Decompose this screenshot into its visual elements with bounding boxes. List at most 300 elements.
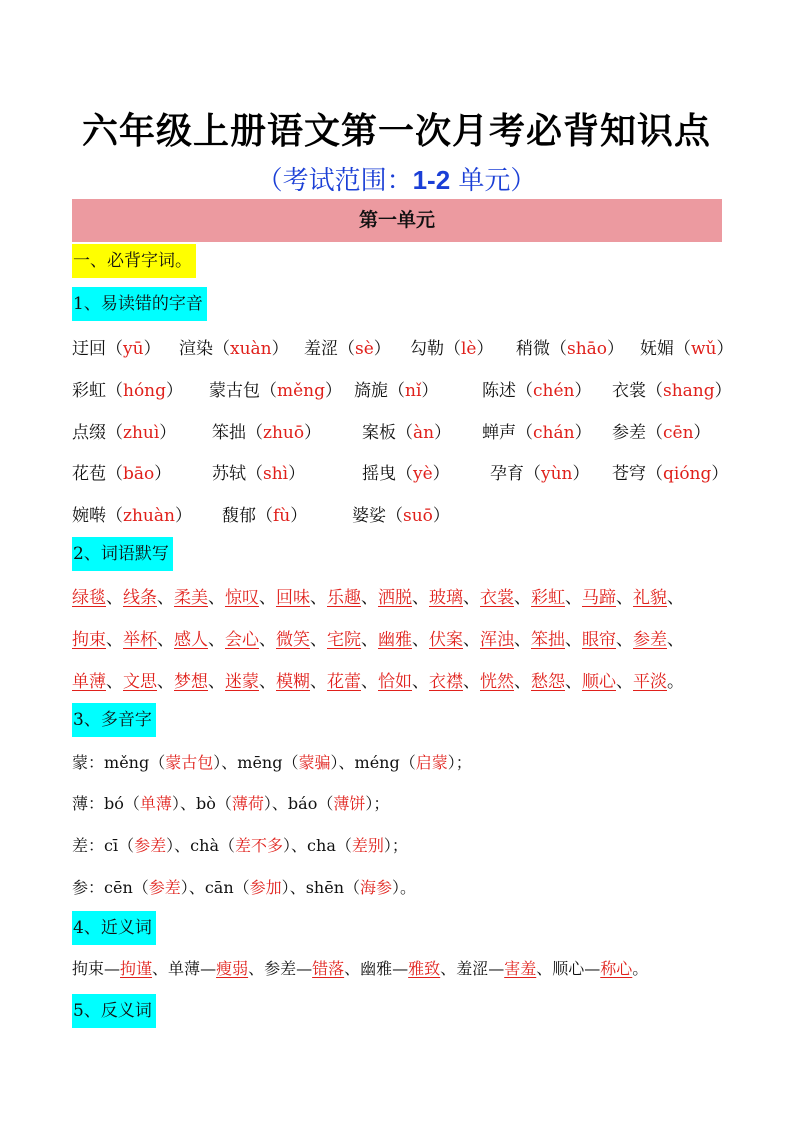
dash: — <box>584 959 601 978</box>
pinyin: bāo <box>123 464 155 484</box>
pronunciation-item <box>212 418 321 443</box>
word: 参差 <box>612 423 646 443</box>
word: 勾勒 <box>410 339 444 359</box>
word: 渲染 <box>179 339 213 359</box>
paren: （ <box>118 836 135 855</box>
separator: 、 <box>344 959 361 978</box>
dictation-word: 衣襟 <box>429 672 463 692</box>
separator: 、 <box>259 672 276 692</box>
pinyin: bò <box>195 794 216 813</box>
separator: 、 <box>463 630 480 650</box>
separator: 、 <box>208 672 225 692</box>
pinyin: sè <box>355 339 374 359</box>
synonym-answer: 瘦弱 <box>216 959 249 978</box>
paren: ） <box>180 878 189 897</box>
pinyin: měng <box>277 381 326 401</box>
paren: （ <box>123 794 140 813</box>
paren: （ <box>396 423 413 443</box>
paren: ） <box>714 381 732 401</box>
pronunciation-item <box>352 501 450 526</box>
pronunciation-item <box>640 334 734 359</box>
separator: 、 <box>310 672 327 692</box>
pinyin: cān <box>204 878 234 897</box>
synonym-word: 拘束 <box>72 959 105 978</box>
paren: （ <box>444 339 461 359</box>
paren: ） <box>373 339 391 359</box>
separator: 、 <box>157 630 174 650</box>
paren: ） <box>171 794 180 813</box>
synonym-word: 参差 <box>264 959 297 978</box>
paren: （ <box>282 753 299 772</box>
word: 彩虹 <box>72 381 106 401</box>
pinyin: zhuì <box>123 423 160 443</box>
dictation-word: 衣裳 <box>480 588 514 608</box>
dictation-row <box>72 667 732 692</box>
polyphone-line <box>72 875 416 898</box>
dictation-word: 回味 <box>276 588 310 608</box>
paren: （ <box>256 506 273 526</box>
dictation-word: 单薄 <box>72 672 106 692</box>
dictation-word: 彩虹 <box>531 588 565 608</box>
pinyin: shang <box>663 381 715 401</box>
paren: ） <box>432 506 450 526</box>
pinyin: chán <box>533 423 575 443</box>
pronunciation-row <box>72 334 732 364</box>
separator: 、 <box>514 672 531 692</box>
separator: 、 <box>412 588 429 608</box>
polyphone-line <box>72 833 408 856</box>
paren: ） <box>330 753 339 772</box>
dictation-word: 浑浊 <box>480 630 514 650</box>
word: 衣裳 <box>612 381 646 401</box>
dictation-word: 柔美 <box>174 588 208 608</box>
dictation-word: 玻璃 <box>429 588 463 608</box>
section-synonym-heading: 4、近义词 <box>72 911 156 945</box>
pinyin: shāo <box>567 339 608 359</box>
subtitle-open: （考试范围： <box>256 166 413 196</box>
paren: （ <box>106 423 123 443</box>
separator: 、 <box>157 588 174 608</box>
example-word: 启蒙 <box>415 753 448 772</box>
separator: 、 <box>536 959 553 978</box>
pinyin: cha <box>307 836 336 855</box>
separator: 、 <box>106 588 123 608</box>
end-mark: ； <box>373 794 390 813</box>
paren: （ <box>106 506 123 526</box>
dictation-word: 迷蒙 <box>225 672 259 692</box>
dash: — <box>488 959 505 978</box>
dictation-word: 礼貌 <box>633 588 667 608</box>
paren: ） <box>383 836 392 855</box>
end-mark: 。 <box>400 878 417 897</box>
synonym-answer: 拘谨 <box>120 959 153 978</box>
example-word: 差不多 <box>235 836 284 855</box>
paren: （ <box>550 339 567 359</box>
separator: 、 <box>361 630 378 650</box>
separator: 、 <box>616 630 633 650</box>
paren: （ <box>218 836 235 855</box>
dash: — <box>200 959 217 978</box>
word: 孕育 <box>490 464 524 484</box>
word: 妩媚 <box>640 339 674 359</box>
word: 陈述 <box>482 381 516 401</box>
polyphone-char: 差 <box>72 836 89 855</box>
paren: ） <box>159 423 177 443</box>
pinyin: chén <box>533 381 575 401</box>
pinyin: yū <box>123 339 144 359</box>
dash: — <box>104 959 121 978</box>
paren: ） <box>281 878 290 897</box>
pinyin: yè <box>413 464 433 484</box>
paren: ） <box>476 339 494 359</box>
paren: （ <box>674 339 691 359</box>
end-mark: ； <box>455 753 472 772</box>
paren: ） <box>572 464 590 484</box>
dictation-word: 洒脱 <box>378 588 412 608</box>
pinyin: chà <box>190 836 219 855</box>
paren: ） <box>154 464 172 484</box>
separator: 、 <box>361 672 378 692</box>
paren: （ <box>646 423 663 443</box>
word: 馥郁 <box>222 506 256 526</box>
pronunciation-row <box>72 376 732 406</box>
synonym-answer: 称心 <box>600 959 633 978</box>
word: 婉啭 <box>72 506 106 526</box>
pronunciation-item <box>209 376 342 401</box>
dictation-word: 恰如 <box>378 672 412 692</box>
paren: （ <box>246 423 263 443</box>
page-subtitle <box>0 160 793 197</box>
separator: 、 <box>188 878 205 897</box>
paren: ） <box>716 339 734 359</box>
end-mark: ； <box>391 836 408 855</box>
dictation-word: 顺心 <box>582 672 616 692</box>
word: 案板 <box>362 423 396 443</box>
paren: ） <box>304 423 322 443</box>
pinyin: shì <box>263 464 289 484</box>
separator: 、 <box>565 672 582 692</box>
separator: 、 <box>463 588 480 608</box>
synonym-answer: 害羞 <box>504 959 537 978</box>
paren: ） <box>166 381 184 401</box>
pinyin: fù <box>273 506 291 526</box>
example-word: 蒙骗 <box>298 753 331 772</box>
separator: 、 <box>361 588 378 608</box>
dictation-word: 恍然 <box>480 672 514 692</box>
pinyin: cī <box>104 836 119 855</box>
separator: 。 <box>632 959 649 978</box>
separator: 、 <box>667 588 684 608</box>
paren: （ <box>215 794 232 813</box>
pronunciation-item <box>72 418 176 443</box>
paren: （ <box>646 381 663 401</box>
paren: （ <box>388 381 405 401</box>
separator: 、 <box>310 588 327 608</box>
separator: 、 <box>208 630 225 650</box>
paren: ） <box>263 794 272 813</box>
paren: ） <box>392 878 401 897</box>
separator: 、 <box>338 753 355 772</box>
separator: 、 <box>310 630 327 650</box>
separator: 、 <box>667 630 684 650</box>
word: 笨拙 <box>212 423 246 443</box>
pronunciation-item <box>490 459 590 484</box>
dash: — <box>296 959 313 978</box>
word: 婆娑 <box>352 506 386 526</box>
pinyin: zhuàn <box>123 506 175 526</box>
subtitle-range: 1-2 <box>412 165 451 195</box>
dictation-word: 平淡 <box>633 672 667 692</box>
colon: ： <box>88 794 105 813</box>
example-word: 差别 <box>351 836 384 855</box>
section-antonym-heading: 5、反义词 <box>72 994 156 1028</box>
example-word: 蒙古包 <box>165 753 214 772</box>
paren: ） <box>574 381 592 401</box>
paren: （ <box>386 506 403 526</box>
paren: ） <box>283 836 292 855</box>
word: 旖旎 <box>354 381 388 401</box>
word: 花苞 <box>72 464 106 484</box>
example-word: 单薄 <box>139 794 172 813</box>
paren: ） <box>143 339 161 359</box>
separator: 、 <box>440 959 457 978</box>
paren: （ <box>344 878 361 897</box>
paren: ） <box>166 836 175 855</box>
dictation-word: 感人 <box>174 630 208 650</box>
pronunciation-item <box>612 459 728 484</box>
paren: （ <box>646 464 663 484</box>
paren: ） <box>325 381 343 401</box>
word: 摇曳 <box>362 464 396 484</box>
dictation-row <box>72 625 732 650</box>
dictation-word: 会心 <box>225 630 259 650</box>
dictation-word: 眼帘 <box>582 630 616 650</box>
example-word: 参加 <box>249 878 282 897</box>
paren: ） <box>447 753 456 772</box>
paren: （ <box>246 464 263 484</box>
pronunciation-item <box>354 376 438 401</box>
paren: （ <box>335 836 352 855</box>
example-word: 参差 <box>148 878 181 897</box>
section-main-heading: 一、必背字词。 <box>72 244 196 278</box>
dictation-word: 绿毯 <box>72 588 106 608</box>
subtitle-unit: 单元） <box>450 166 537 196</box>
paren: （ <box>396 464 413 484</box>
pinyin: nǐ <box>405 381 422 401</box>
dictation-word: 文思 <box>123 672 157 692</box>
paren: ） <box>174 506 192 526</box>
dictation-word: 微笑 <box>276 630 310 650</box>
example-word: 参差 <box>134 836 167 855</box>
separator: 、 <box>616 588 633 608</box>
paren: （ <box>233 878 250 897</box>
synonym-word: 顺心 <box>552 959 585 978</box>
paren: （ <box>106 464 123 484</box>
synonym-word: 幽雅 <box>360 959 393 978</box>
separator: 、 <box>412 672 429 692</box>
paren: （ <box>516 423 533 443</box>
pinyin: zhuō <box>263 423 305 443</box>
pronunciation-item <box>516 334 624 359</box>
pronunciation-item <box>612 376 732 401</box>
colon: ： <box>88 878 105 897</box>
pinyin: hóng <box>123 381 167 401</box>
paren: （ <box>399 753 416 772</box>
word: 羞涩 <box>304 339 338 359</box>
pinyin: qióng <box>663 464 712 484</box>
dictation-word: 花蕾 <box>327 672 361 692</box>
dictation-word: 马蹄 <box>582 588 616 608</box>
dash: — <box>392 959 409 978</box>
separator: 、 <box>259 630 276 650</box>
paren: （ <box>516 381 533 401</box>
synonym-line <box>72 956 648 979</box>
separator: 、 <box>248 959 265 978</box>
unit-header: 第一单元 <box>72 199 722 242</box>
word: 迂回 <box>72 339 106 359</box>
separator: 、 <box>463 672 480 692</box>
section-polyphone-heading: 3、多音字 <box>72 703 156 737</box>
pinyin: àn <box>413 423 435 443</box>
separator: 、 <box>565 588 582 608</box>
paren: （ <box>317 794 334 813</box>
separator: 、 <box>565 630 582 650</box>
pronunciation-item <box>72 376 183 401</box>
colon: ： <box>88 753 105 772</box>
paren: ） <box>574 423 592 443</box>
separator: 、 <box>106 672 123 692</box>
paren: （ <box>106 339 123 359</box>
separator: 、 <box>152 959 169 978</box>
pinyin: méng <box>354 753 400 772</box>
separator: 、 <box>514 630 531 650</box>
paren: ） <box>711 464 729 484</box>
pinyin: suō <box>403 506 433 526</box>
word: 苏轼 <box>212 464 246 484</box>
paren: ） <box>365 794 374 813</box>
pinyin: wǔ <box>691 339 717 359</box>
pinyin: cēn <box>663 423 694 443</box>
pinyin: měng <box>104 753 150 772</box>
separator: 、 <box>157 672 174 692</box>
paren: （ <box>106 381 123 401</box>
pinyin: báo <box>287 794 318 813</box>
dictation-word: 参差 <box>633 630 667 650</box>
separator: 、 <box>412 630 429 650</box>
dictation-word: 线条 <box>123 588 157 608</box>
dictation-word: 拘束 <box>72 630 106 650</box>
polyphone-line <box>72 750 472 773</box>
pronunciation-row <box>72 459 732 489</box>
dictation-word: 笨拙 <box>531 630 565 650</box>
separator: 、 <box>616 672 633 692</box>
paren: （ <box>213 339 230 359</box>
paren: ） <box>434 423 452 443</box>
pronunciation-item <box>362 459 450 484</box>
word: 蒙古包 <box>209 381 260 401</box>
separator: 、 <box>514 588 531 608</box>
polyphone-char: 薄 <box>72 794 89 813</box>
pinyin: lè <box>461 339 477 359</box>
paren: （ <box>260 381 277 401</box>
section-dictation-heading: 2、词语默写 <box>72 537 173 571</box>
separator: 、 <box>106 630 123 650</box>
section-pronunciation-heading: 1、易读错的字音 <box>72 287 207 321</box>
pinyin: bó <box>104 794 124 813</box>
dictation-word: 宅院 <box>327 630 361 650</box>
page-title: 六年级上册语文第一次月考必背知识点 <box>81 110 711 152</box>
pronunciation-item <box>222 501 307 526</box>
paren: ） <box>693 423 711 443</box>
synonym-word: 单薄 <box>168 959 201 978</box>
polyphone-char: 蒙 <box>72 753 89 772</box>
dictation-word: 模糊 <box>276 672 310 692</box>
pronunciation-item <box>410 334 494 359</box>
separator: 、 <box>179 794 196 813</box>
paren: ） <box>288 464 306 484</box>
dictation-word: 伏案 <box>429 630 463 650</box>
separator: 、 <box>289 878 306 897</box>
paren: （ <box>524 464 541 484</box>
pronunciation-item <box>72 459 171 484</box>
dictation-word: 幽雅 <box>378 630 412 650</box>
dictation-word: 梦想 <box>174 672 208 692</box>
paren: （ <box>338 339 355 359</box>
pronunciation-row <box>72 418 732 448</box>
pronunciation-item <box>482 418 592 443</box>
colon: ： <box>88 836 105 855</box>
word: 苍穹 <box>612 464 646 484</box>
separator: 。 <box>667 672 684 692</box>
pronunciation-item <box>362 418 451 443</box>
pinyin: mēng <box>237 753 283 772</box>
pronunciation-item <box>212 459 305 484</box>
polyphone-char: 参 <box>72 878 89 897</box>
pronunciation-item <box>72 501 192 526</box>
synonym-answer: 错落 <box>312 959 345 978</box>
separator: 、 <box>174 836 191 855</box>
dictation-word: 愁怨 <box>531 672 565 692</box>
separator: 、 <box>259 588 276 608</box>
paren: ） <box>213 753 222 772</box>
dictation-word: 乐趣 <box>327 588 361 608</box>
polyphone-line <box>72 791 389 814</box>
synonym-answer: 雅致 <box>408 959 441 978</box>
separator: 、 <box>221 753 238 772</box>
pronunciation-item <box>304 334 391 359</box>
word: 蝉声 <box>482 423 516 443</box>
separator: 、 <box>291 836 308 855</box>
pronunciation-item <box>482 376 591 401</box>
example-word: 薄荷 <box>231 794 264 813</box>
pronunciation-item <box>72 334 161 359</box>
example-word: 薄饼 <box>333 794 366 813</box>
paren: ） <box>432 464 450 484</box>
pronunciation-item <box>612 418 711 443</box>
paren: （ <box>149 753 166 772</box>
pinyin: xuàn <box>230 339 272 359</box>
example-word: 海参 <box>360 878 393 897</box>
pinyin: shēn <box>305 878 344 897</box>
pronunciation-item <box>179 334 289 359</box>
dictation-word: 举杯 <box>123 630 157 650</box>
paren: ） <box>421 381 439 401</box>
word: 稍微 <box>516 339 550 359</box>
word: 点缀 <box>72 423 106 443</box>
pinyin: yùn <box>541 464 573 484</box>
synonym-word: 羞涩 <box>456 959 489 978</box>
pinyin: cēn <box>104 878 133 897</box>
